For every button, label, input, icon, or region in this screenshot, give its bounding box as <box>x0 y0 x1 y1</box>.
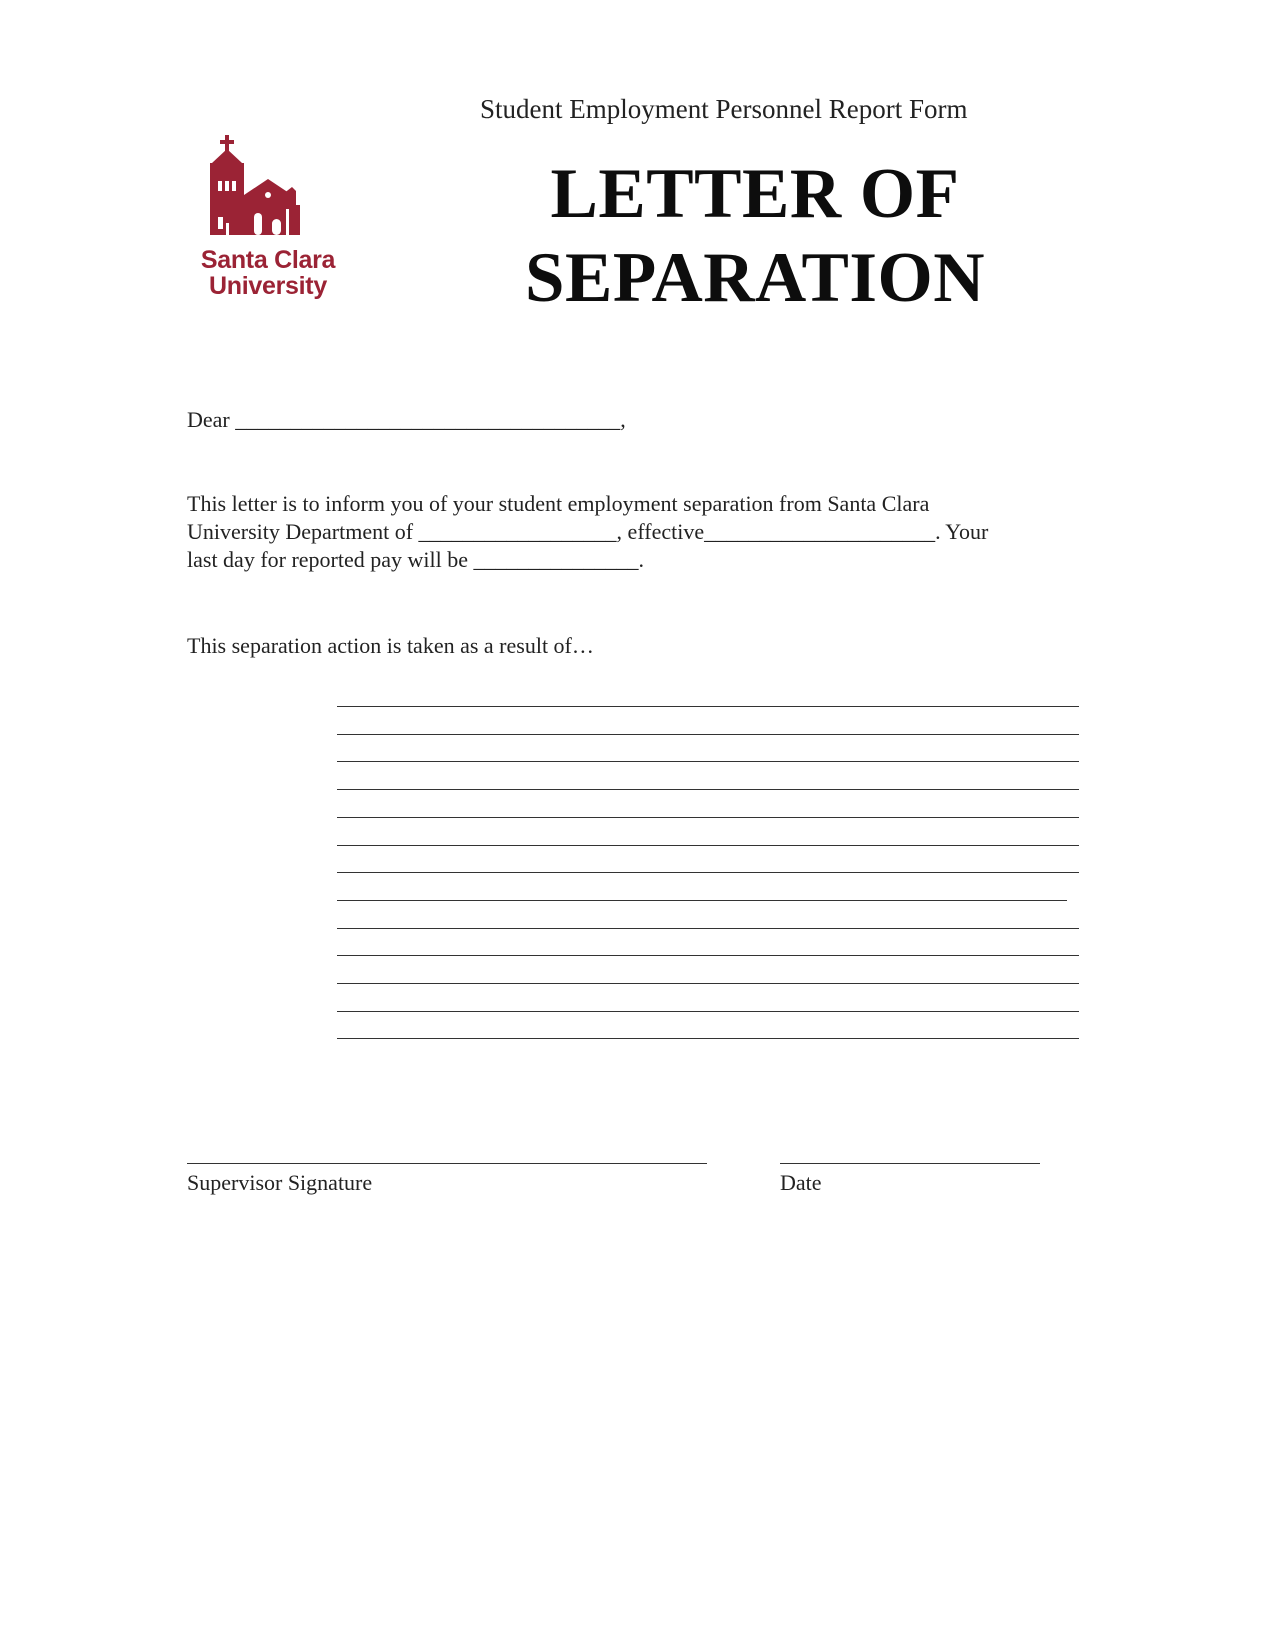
paragraph-line-3: last day for reported pay will be _______________. <box>187 547 645 572</box>
reason-line <box>337 955 1079 956</box>
supervisor-signature-line <box>187 1163 707 1164</box>
paragraph-line-1: This letter is to inform you of your student employment separation from Santa Clara <box>187 491 930 516</box>
reason-line <box>337 900 1067 901</box>
form-subtitle: Student Employment Personnel Report Form <box>480 94 968 124</box>
paragraph-line-2: University Department of __________________, effective_____________________. Your <box>187 519 989 544</box>
reason-line <box>337 983 1079 984</box>
reason-line <box>337 1011 1079 1012</box>
university-name <box>188 247 348 299</box>
reason-line <box>337 706 1079 707</box>
logo-text-line1: Santa Clara <box>200 246 336 274</box>
supervisor-signature-label: Supervisor Signature <box>187 1170 373 1195</box>
reason-line <box>337 789 1079 790</box>
letter-paragraph <box>187 490 1107 574</box>
salutation: Dear ___________________________________, <box>187 407 626 432</box>
reason-line <box>337 734 1079 735</box>
university-logo <box>188 135 348 310</box>
mission-church-icon <box>188 135 348 245</box>
date-label: Date <box>780 1170 822 1195</box>
reason-line <box>337 761 1079 762</box>
separation-cause-intro: This separation action is taken as a result of… <box>187 633 594 658</box>
reason-line <box>337 817 1079 818</box>
reason-line <box>337 845 1079 846</box>
reason-line <box>337 1038 1079 1039</box>
reason-line <box>337 872 1079 873</box>
logo-text-line2: University <box>209 272 327 300</box>
title-line2: SEPARATION <box>525 239 985 317</box>
reason-line <box>337 928 1079 929</box>
page-title <box>470 152 1040 320</box>
date-line <box>780 1163 1040 1164</box>
title-line1: LETTER OF <box>550 155 960 233</box>
